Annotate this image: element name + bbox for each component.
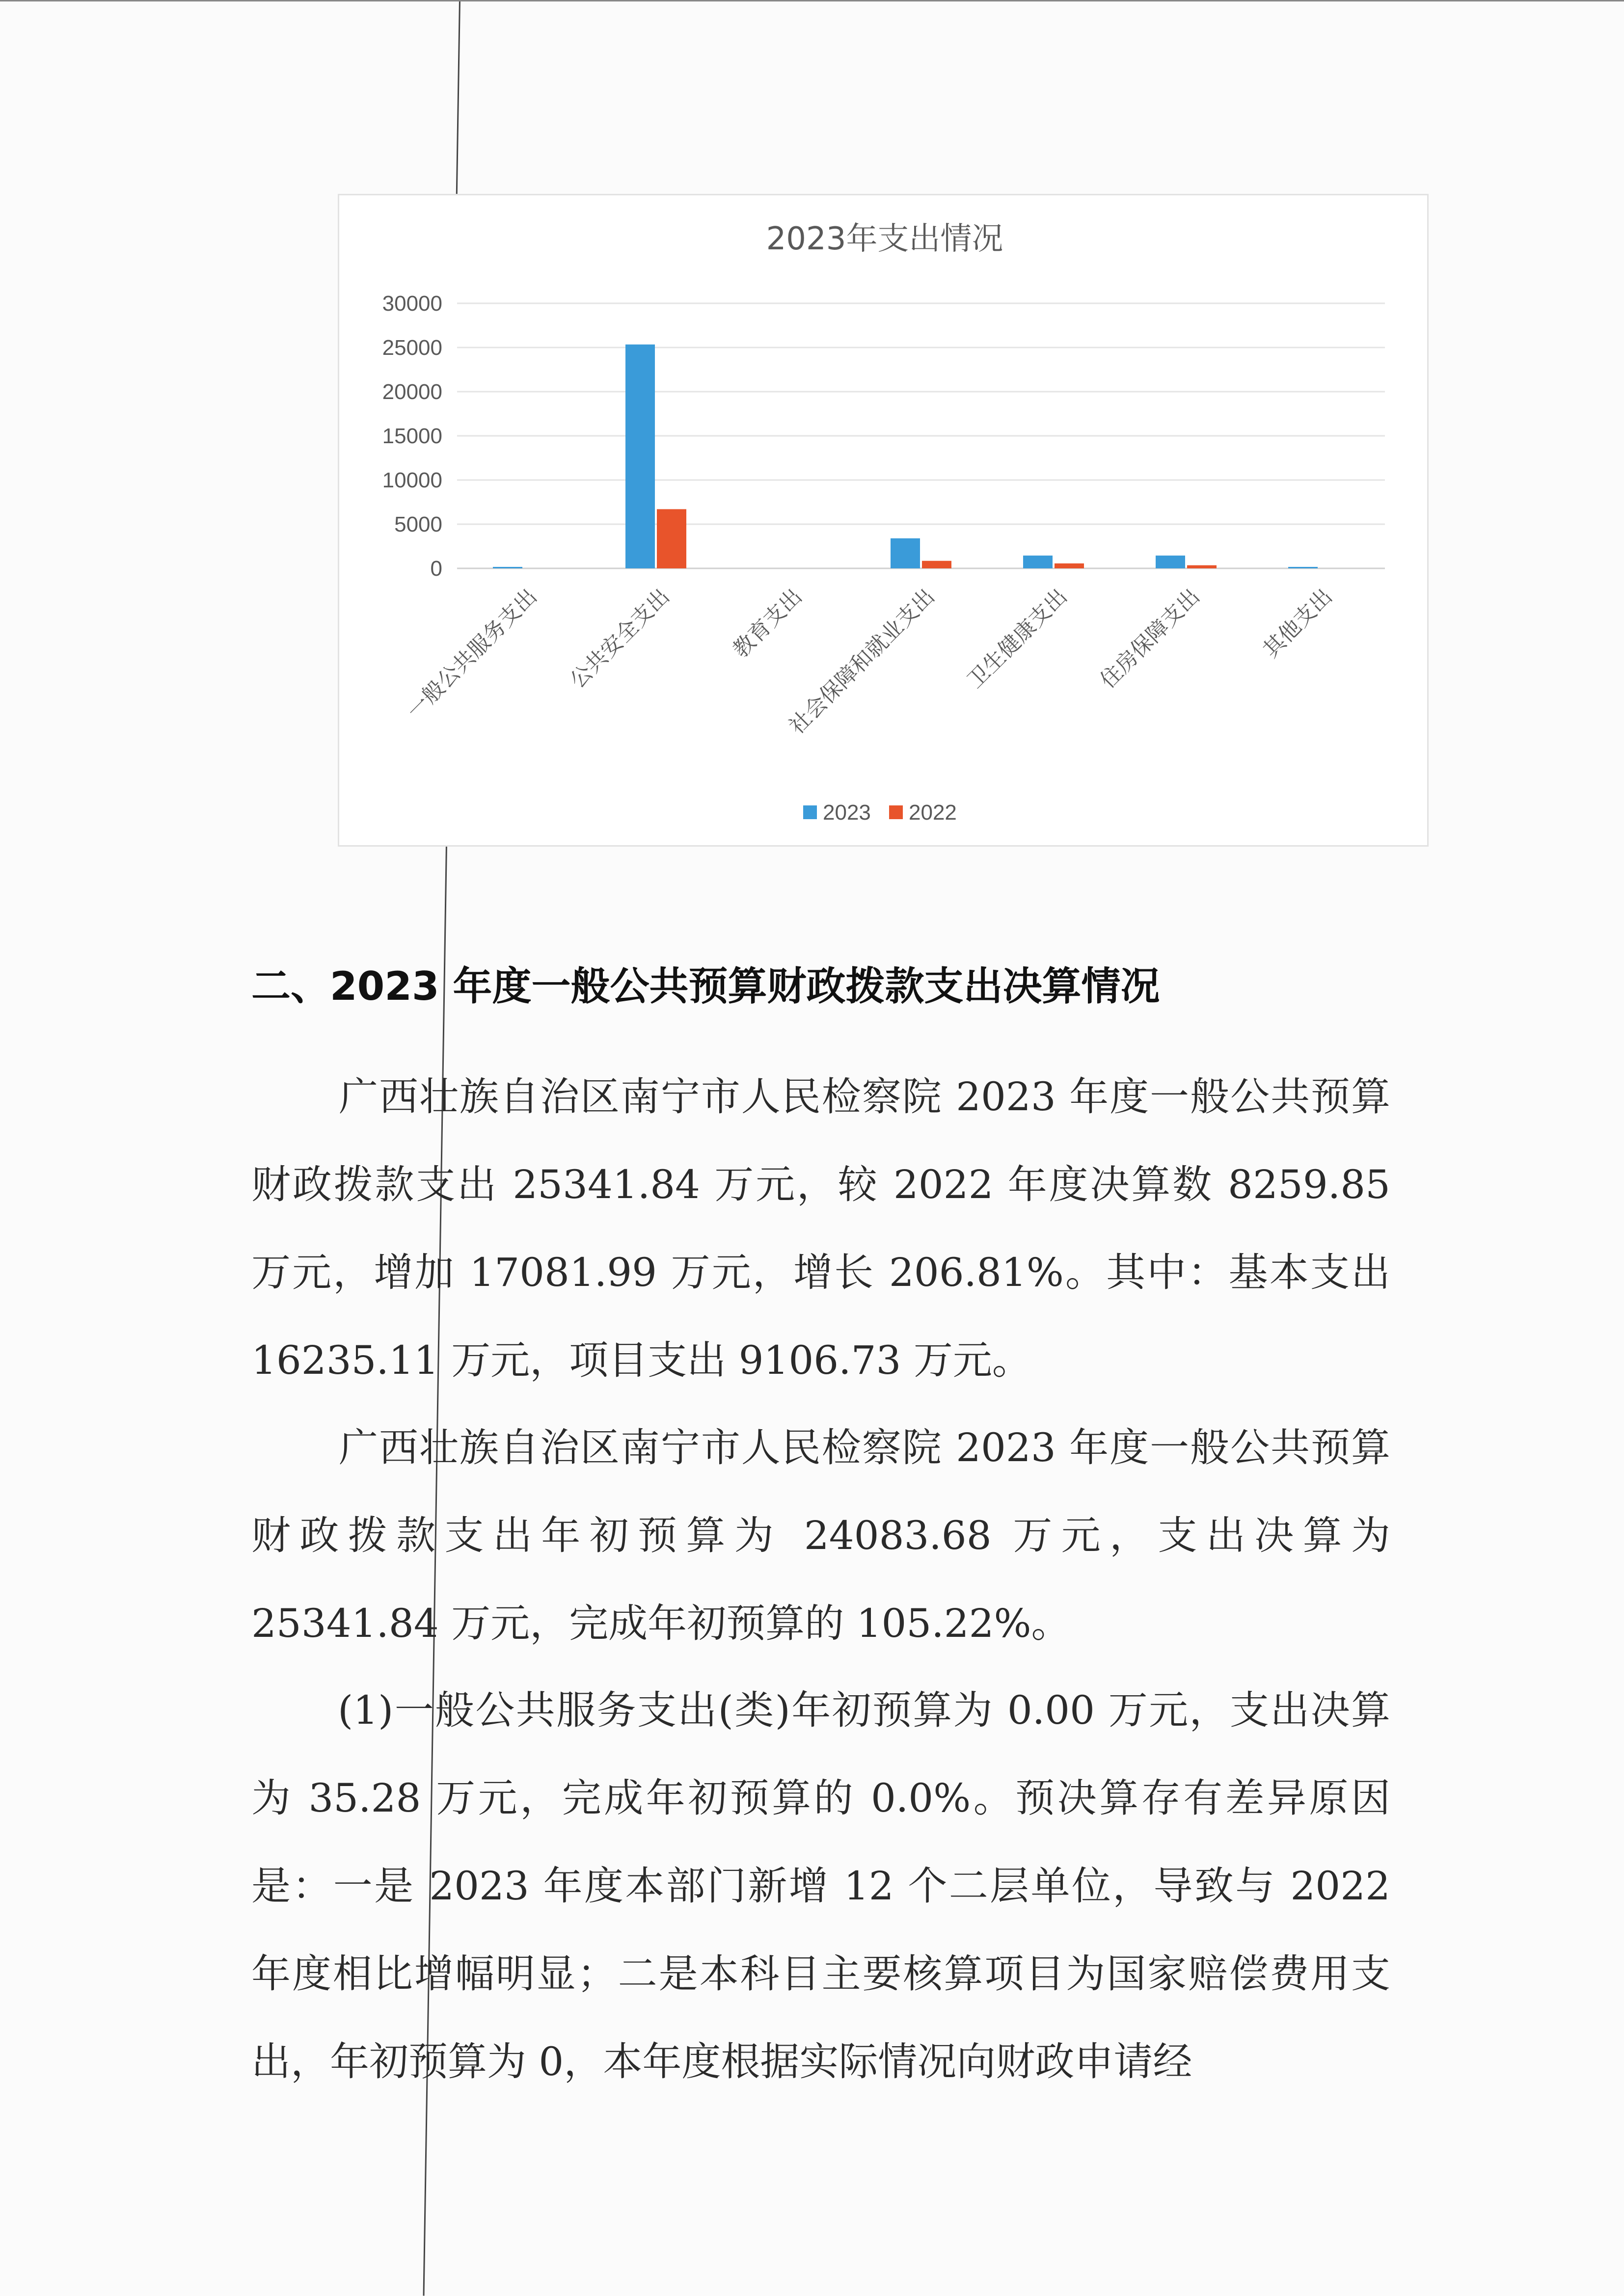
bar-2022	[1187, 565, 1217, 568]
paragraph-2	[251, 1404, 1390, 1667]
y-tick-label: 5000	[394, 512, 442, 536]
x-tick-label: 其他支出	[1258, 584, 1337, 663]
x-tick-label: 一般公共服务支出	[402, 584, 542, 724]
x-tick-label: 住房保障支出	[1095, 584, 1205, 694]
chart-y-axis	[382, 292, 442, 581]
bar-2023	[1023, 556, 1053, 568]
bar-2023	[891, 538, 920, 568]
chart-bars	[493, 345, 1318, 568]
y-tick-label: 25000	[382, 336, 442, 360]
x-tick-label: 卫生健康支出	[963, 584, 1072, 694]
section-heading: 二、2023 年度一般公共预算财政拨款支出决算情况	[251, 963, 1160, 1009]
y-tick-label: 0	[430, 557, 442, 581]
bar-2023	[1288, 567, 1318, 568]
paragraph-3-text: (1)一般公共服务支出(类)年初预算为 0.00 万元，支出决算为 35.28 万元，完成年初预算的 0.0%。预决算存有差异原因是：一是 2023 年度本部门新增 12 个二层单位，导致与 2022 年度相比增幅明显；二是本科目主要核算项目为国家赔偿费用支出，年初预算为 0，本年度根据实际情况向财政申请经	[251, 1687, 1390, 2084]
bar-2023	[625, 345, 655, 568]
chart-gridlines	[457, 303, 1385, 568]
expenditure-chart	[338, 194, 1429, 847]
paragraph-1	[251, 1053, 1390, 1404]
chart-title: 2023年支出情况	[766, 221, 1003, 257]
bar-2022	[657, 509, 686, 568]
x-tick-label: 公共安全支出	[565, 584, 675, 694]
bar-2022	[922, 561, 951, 568]
legend-swatch	[803, 805, 817, 819]
bar-2023	[1156, 556, 1185, 568]
y-tick-label: 15000	[382, 424, 442, 448]
legend-label: 2023	[823, 801, 871, 825]
chart-x-axis	[402, 584, 1337, 739]
bar-2022	[1055, 563, 1084, 568]
paragraph-1-text: 广西壮族自治区南宁市人民检察院 2023 年度一般公共预算财政拨款支出 25341.84 万元，较 2022 年度决算数 8259.85 万元，增加 17081.99 万元，增长 206.81%。其中：基本支出 16235.11 万元，项目支出 9106.73 万元。	[251, 1074, 1390, 1383]
x-tick-label: 教育支出	[728, 584, 807, 663]
chart-legend	[803, 801, 957, 825]
y-tick-label: 10000	[382, 468, 442, 492]
x-tick-label: 社会保障和就业支出	[784, 584, 940, 739]
y-tick-label: 30000	[382, 292, 442, 316]
y-tick-label: 20000	[382, 380, 442, 404]
chart-svg	[339, 195, 1430, 848]
bar-2023	[493, 567, 522, 568]
scan-line-top	[0, 0, 1624, 1]
legend-label: 2022	[909, 801, 957, 825]
paragraph-2-text: 广西壮族自治区南宁市人民检察院 2023 年度一般公共预算财政拨款支出年初预算为 24083.68 万元，支出决算为 25341.84 万元，完成年初预算的 105.22%。	[251, 1425, 1390, 1646]
legend-swatch	[889, 805, 903, 819]
paragraph-3	[251, 1666, 1390, 2106]
